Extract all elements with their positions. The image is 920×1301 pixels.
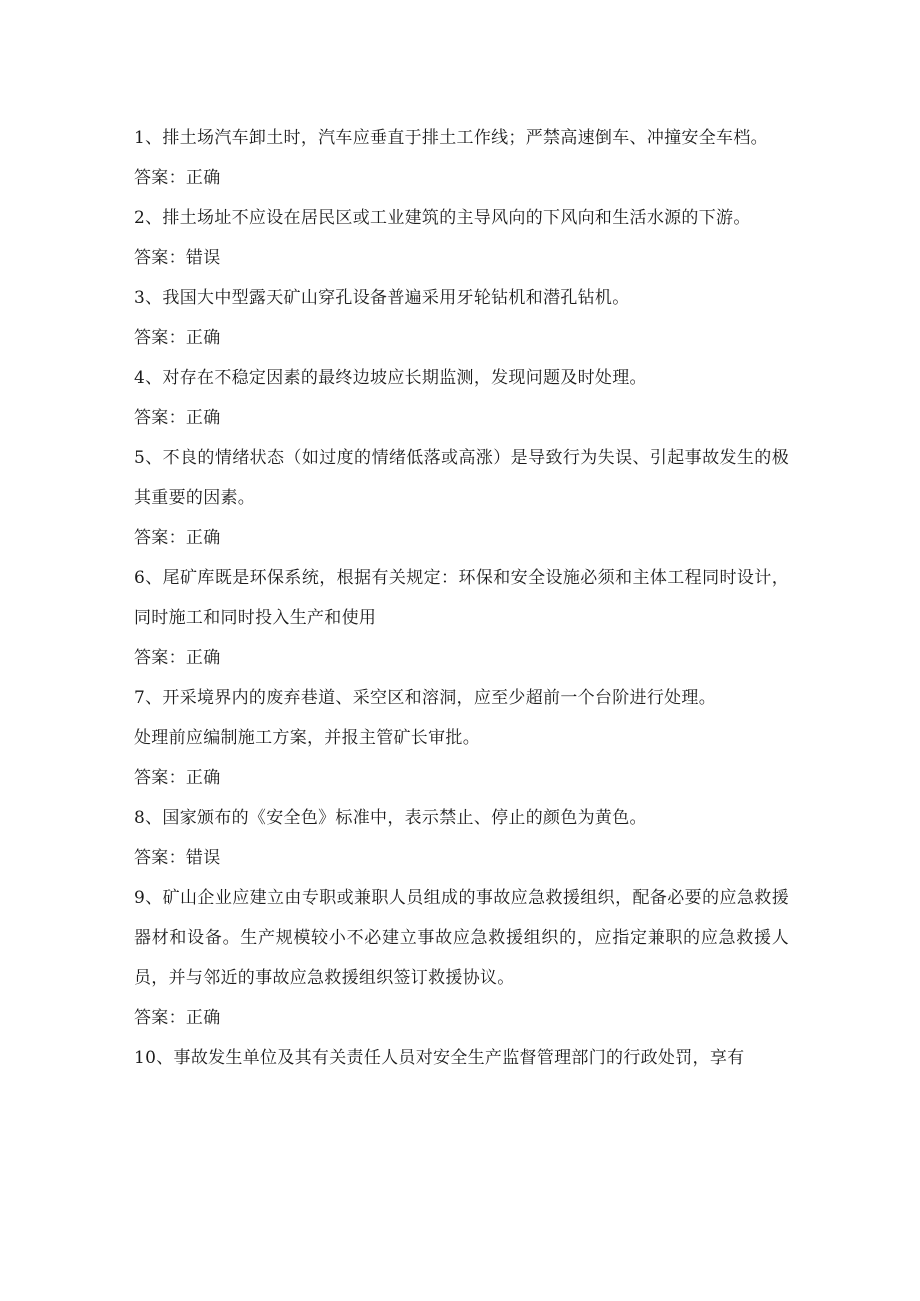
question-2: 2、排土场址不应设在居民区或工业建筑的主导风向的下风向和生活水源的下游。: [134, 208, 751, 228]
question-8: 8、国家颁布的《安全色》标准中，表示禁止、停止的颜色为黄色。: [134, 808, 647, 828]
question-4: 4、对存在不稳定因素的最终边坡应长期监测，发现问题及时处理。: [134, 368, 647, 388]
answer-9: 答案：正确: [134, 1008, 221, 1028]
answer-4: 答案：正确: [134, 408, 221, 428]
question-7-line-2: 处理前应编制施工方案，并报主管矿长审批。: [134, 728, 480, 748]
question-6: 6、尾矿库既是环保系统，根据有关规定：环保和安全设施必须和主体工程同时设计，同时施工和同时投入生产和使用: [134, 568, 789, 628]
answer-3: 答案：正确: [134, 328, 221, 348]
document-page: [134, 118, 789, 1078]
answer-6: 答案：正确: [134, 648, 221, 668]
question-3: 3、我国大中型露天矿山穿孔设备普遍采用牙轮钻机和潜孔钻机。: [134, 288, 630, 308]
answer-2: 答案：错误: [134, 248, 221, 268]
question-1: 1、排土场汽车卸土时，汽车应垂直于排土工作线；严禁高速倒车、冲撞安全车档。: [134, 128, 768, 148]
question-10: 10、事故发生单位及其有关责任人员对安全生产监督管理部门的行政处罚，享有: [134, 1048, 745, 1068]
question-7: 7、开采境界内的废弃巷道、采空区和溶洞，应至少超前一个台阶进行处理。: [134, 688, 717, 708]
answer-8: 答案：错误: [134, 848, 221, 868]
answer-1: 答案：正确: [134, 168, 221, 188]
answer-5: 答案：正确: [134, 528, 221, 548]
answer-7: 答案：正确: [134, 768, 221, 788]
question-5: 5、不良的情绪状态（如过度的情绪低落或高涨）是导致行为失误、引起事故发生的极其重要的因素。: [134, 448, 789, 508]
question-9: 9、矿山企业应建立由专职或兼职人员组成的事故应急救援组织，配备必要的应急救援器材和设备。生产规模较小不必建立事故应急救援组织的，应指定兼职的应急救援人员，并与邻近的事故应急救援组织签订救援协议。: [134, 888, 789, 988]
